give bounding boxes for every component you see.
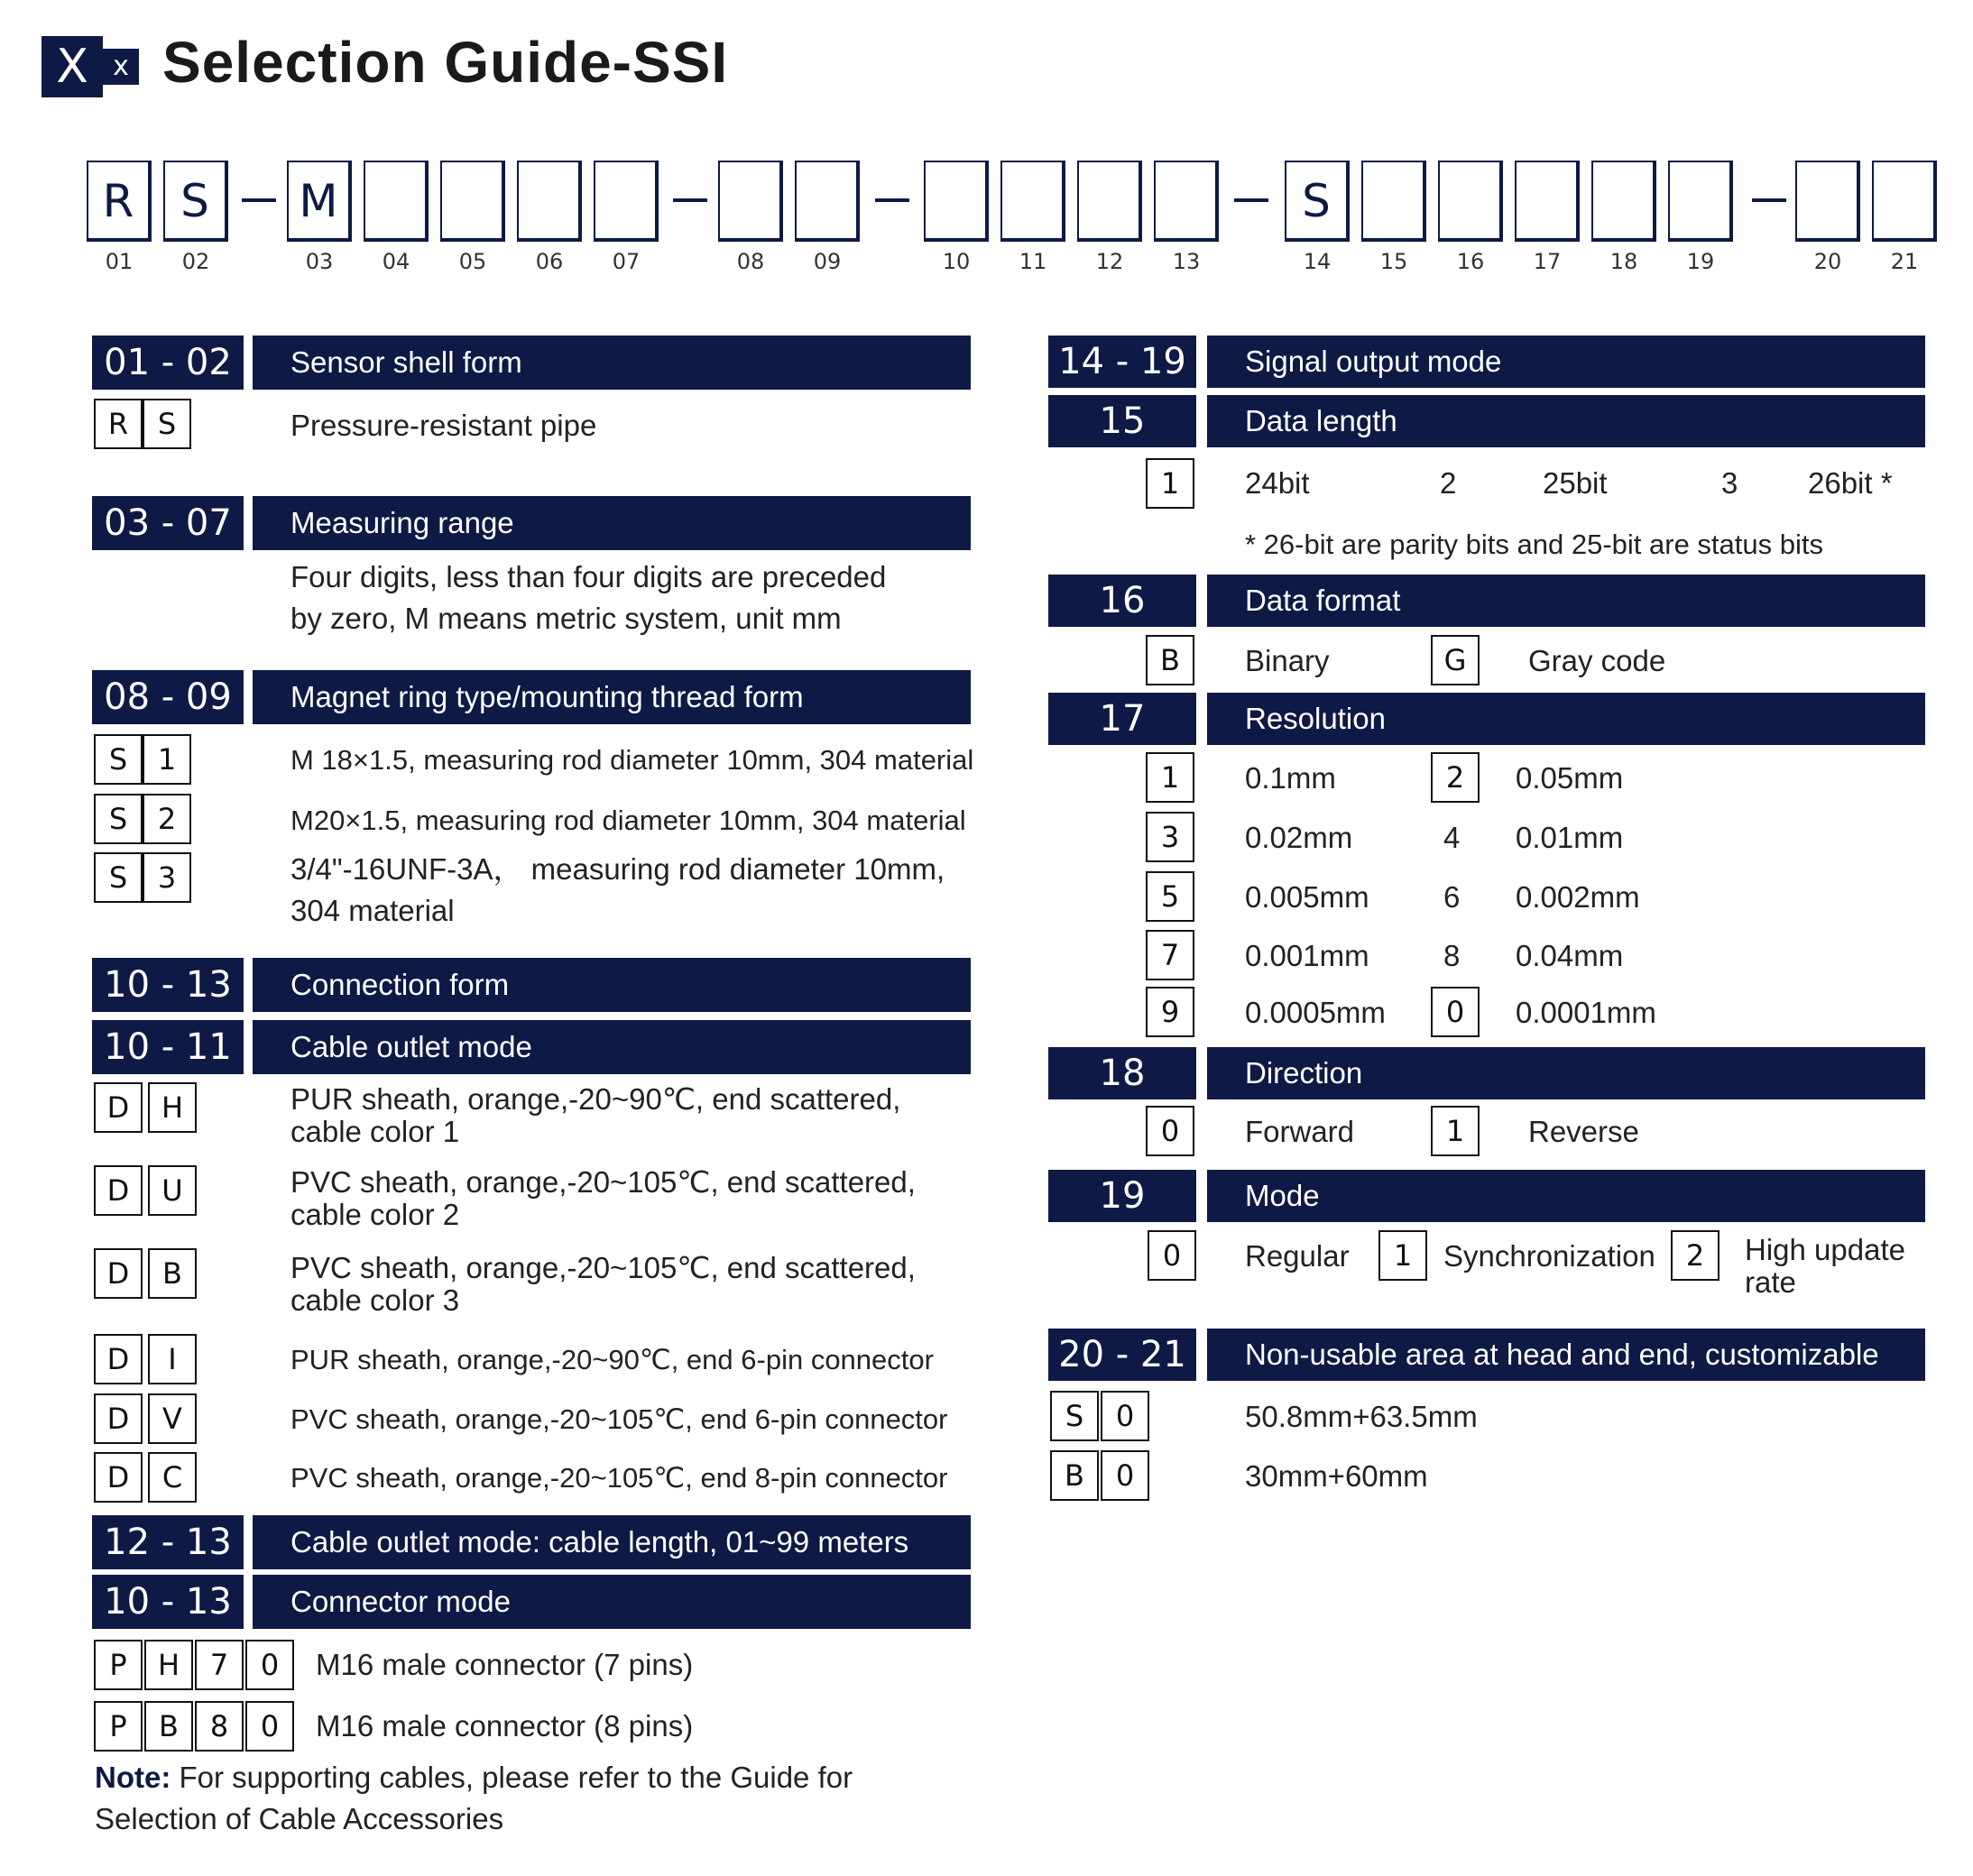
code-letter: D [94,1165,143,1216]
code-num: 04 [382,249,410,274]
code-box-03: M [287,161,352,242]
code-letter: U [148,1165,197,1216]
section-range-shell: 01 - 02 [92,336,244,390]
option-code: 0 [1146,1106,1194,1156]
option-code-plain: 8 [1443,939,1461,972]
logo-x-small: x [103,49,139,85]
code-letter: I [148,1334,197,1384]
option-label: 0.005mm [1245,880,1369,914]
section-range-nonusable: 20 - 21 [1048,1329,1196,1381]
shell-desc: Pressure-resistant pipe [290,409,597,442]
section-title-resolution: Resolution [1207,693,1925,745]
code-letter: B [144,1701,193,1752]
code-letter: 0 [1101,1391,1149,1441]
option-code: 7 [1146,930,1194,980]
note-label: Note: [95,1761,171,1794]
option-label: 0.01mm [1516,821,1624,854]
option-code: 0 [1148,1230,1196,1281]
option-code: 1 [1146,752,1194,803]
option-code-plain: 6 [1443,880,1461,914]
section-range-measuring: 03 - 07 [92,496,244,550]
section-title-nonusable: Non-usable area at head and end, customizable [1207,1329,1925,1381]
option-code: 1 [1146,458,1194,509]
data-length-footnote: * 26-bit are parity bits and 25-bit are status bits [1245,529,1823,560]
cable-desc: PVC sheath, orange,-20~105℃, end 6-pin connector [290,1403,948,1435]
code-letter: B [148,1248,197,1299]
option-code: 1 [1431,1106,1480,1156]
code-num: 21 [1890,249,1919,274]
cable-desc: PVC sheath, orange,-20~105℃, end 8-pin connector [290,1462,948,1494]
section-title-magnet: Magnet ring type/mounting thread form [253,670,971,724]
code-letter: C [148,1452,197,1503]
section-range-mode: 19 [1048,1170,1196,1222]
magnet-desc: M 18×1.5, measuring rod diameter 10mm, 304 material [290,744,974,776]
measuring-desc-line1: Four digits, less than four digits are preceded [290,560,887,593]
option-label: 0.05mm [1516,761,1624,795]
code-box-05 [440,161,505,242]
code-num: 05 [458,249,487,274]
nonusable-desc: 30mm+60mm [1245,1459,1428,1493]
section-title-signal: Signal output mode [1207,336,1925,388]
code-letter: P [94,1640,143,1690]
logo-x-large: X [41,36,103,97]
code-letter: B [1050,1450,1099,1501]
option-label: High update [1745,1233,1905,1266]
code-num: 16 [1456,249,1485,274]
code-box-15 [1361,161,1426,242]
code-box-10 [924,161,989,242]
section-range-cable-length: 12 - 13 [92,1515,244,1569]
code-num: 08 [736,249,765,274]
code-dash [1752,198,1786,202]
code-num: 17 [1533,249,1562,274]
option-label: 0.0001mm [1516,996,1656,1029]
code-letter: V [148,1393,197,1444]
code-letter: H [144,1640,193,1690]
code-num: 09 [813,249,842,274]
code-box-01: R [87,161,152,242]
code-letter: D [94,1248,143,1299]
option-code-plain: 3 [1721,466,1738,500]
code-letter: S [94,794,143,844]
code-letter: 1 [143,734,191,785]
option-label: Synchronization [1443,1239,1655,1273]
code-box-13 [1154,161,1219,242]
code-num: 01 [105,249,134,274]
option-label: 24bit [1245,466,1310,500]
section-title-direction: Direction [1207,1047,1925,1099]
code-num: 02 [181,249,210,274]
magnet-desc: 3/4"-16UNF-3A， measuring rod diameter 10mm, [290,852,945,886]
section-title-connection: Connection form [253,958,971,1012]
option-code-plain: 2 [1440,466,1457,500]
code-box-14: S [1285,161,1350,242]
section-range-data-format: 16 [1048,575,1196,627]
option-code: 1 [1378,1230,1427,1281]
code-letter: S [94,852,143,903]
code-letter: S [143,399,191,449]
note-line2: Selection of Cable Accessories [95,1802,504,1835]
code-letter: 0 [245,1701,294,1752]
section-range-connection: 10 - 13 [92,958,244,1012]
magnet-desc-line2: 304 material [290,894,455,927]
option-code-plain: 4 [1443,821,1461,854]
section-title-cable: Cable outlet mode [253,1020,971,1074]
nonusable-desc: 50.8mm+63.5mm [1245,1400,1478,1433]
code-letter: 8 [195,1701,244,1752]
option-label-line2: rate [1745,1265,1796,1299]
code-box-12 [1077,161,1142,242]
code-dash [875,198,909,202]
code-letter: D [94,1452,143,1503]
code-box-07 [594,161,659,242]
code-box-08 [718,161,783,242]
section-range-direction: 18 [1048,1047,1196,1099]
note-text: For supporting cables, please refer to the Guide for [171,1761,853,1794]
option-label: 0.02mm [1245,821,1353,854]
cable-desc: PUR sheath, orange,-20~90℃, end 6-pin connector [290,1344,934,1375]
section-title-data-format: Data format [1207,575,1925,627]
section-range-cable: 10 - 11 [92,1020,244,1074]
section-title-data-length: Data length [1207,395,1925,447]
cable-desc: PUR sheath, orange,-20~90℃, end scattered, [290,1082,901,1116]
code-letter: P [94,1701,143,1752]
option-label: Forward [1245,1115,1355,1148]
option-code: 3 [1146,812,1194,862]
option-code: 2 [1431,752,1480,803]
code-num: 14 [1303,249,1332,274]
code-letter: D [94,1082,143,1133]
connector-desc: M16 male connector (8 pins) [316,1709,694,1743]
code-num: 19 [1686,249,1715,274]
option-code: B [1146,635,1194,685]
code-num: 15 [1379,249,1408,274]
option-label: 25bit [1543,466,1608,500]
code-box-18 [1591,161,1656,242]
code-letter: D [94,1393,143,1444]
cable-desc-line2: cable color 3 [290,1283,460,1317]
magnet-desc: M20×1.5, measuring rod diameter 10mm, 304 material [290,805,966,836]
code-letter: D [94,1334,143,1384]
option-label: Regular [1245,1239,1350,1273]
code-box-19 [1668,161,1733,242]
code-letter: 2 [143,794,191,844]
option-code: 5 [1146,871,1194,922]
code-dash [1234,198,1268,202]
option-code: 9 [1146,987,1194,1037]
code-num: 11 [1019,249,1047,274]
option-code: 2 [1671,1230,1719,1281]
option-code: G [1431,635,1480,685]
code-num: 13 [1172,249,1201,274]
option-label: Gray code [1528,644,1666,677]
code-letter: 0 [245,1640,294,1690]
option-label: 0.002mm [1516,880,1640,914]
option-label: Reverse [1528,1115,1639,1148]
code-num: 18 [1609,249,1638,274]
code-letter: R [94,399,143,449]
page-title: Selection Guide-SSI [162,30,729,95]
section-title-connector: Connector mode [253,1575,971,1629]
code-num: 07 [612,249,641,274]
option-label: Binary [1245,644,1330,677]
code-num: 12 [1095,249,1124,274]
code-box-11 [1000,161,1065,242]
section-range-magnet: 08 - 09 [92,670,244,724]
cable-desc: PVC sheath, orange,-20~105℃, end scattered, [290,1251,916,1284]
section-title-mode: Mode [1207,1170,1925,1222]
code-box-06 [517,161,582,242]
code-box-16 [1438,161,1503,242]
code-letter: H [148,1082,197,1133]
connector-desc: M16 male connector (7 pins) [316,1648,694,1681]
code-letter: S [1050,1391,1099,1441]
section-title-measuring: Measuring range [253,496,971,550]
cable-desc-line2: cable color 1 [290,1115,460,1148]
code-num: 06 [535,249,564,274]
code-letter: 0 [1101,1450,1149,1501]
option-label: 0.04mm [1516,939,1624,972]
section-title-shell: Sensor shell form [253,336,971,390]
note-line1 [95,1757,853,1798]
code-dash [242,198,276,202]
code-num: 10 [942,249,971,274]
option-label: 0.1mm [1245,761,1336,795]
code-box-02: S [163,161,228,242]
section-title-cable-length: Cable outlet mode: cable length, 01~99 meters [253,1515,971,1569]
section-range-connector: 10 - 13 [92,1575,244,1629]
section-range-data-length: 15 [1048,395,1196,447]
code-box-21 [1872,161,1937,242]
code-num: 03 [305,249,334,274]
code-box-09 [795,161,860,242]
section-range-signal: 14 - 19 [1048,336,1196,388]
cable-desc: PVC sheath, orange,-20~105℃, end scattered, [290,1165,916,1199]
option-code: 0 [1431,987,1480,1037]
code-box-20 [1795,161,1860,242]
option-label: 26bit * [1808,466,1893,500]
code-letter: S [94,734,143,785]
code-num: 20 [1813,249,1842,274]
measuring-desc-line2: by zero, M means metric system, unit mm [290,602,842,635]
code-dash [673,198,707,202]
option-label: 0.001mm [1245,939,1369,972]
code-letter: 7 [195,1640,244,1690]
section-range-resolution: 17 [1048,693,1196,745]
code-box-04 [364,161,429,242]
code-box-17 [1515,161,1580,242]
code-letter: 3 [143,852,191,903]
cable-desc-line2: cable color 2 [290,1198,460,1231]
option-label: 0.0005mm [1245,996,1386,1029]
